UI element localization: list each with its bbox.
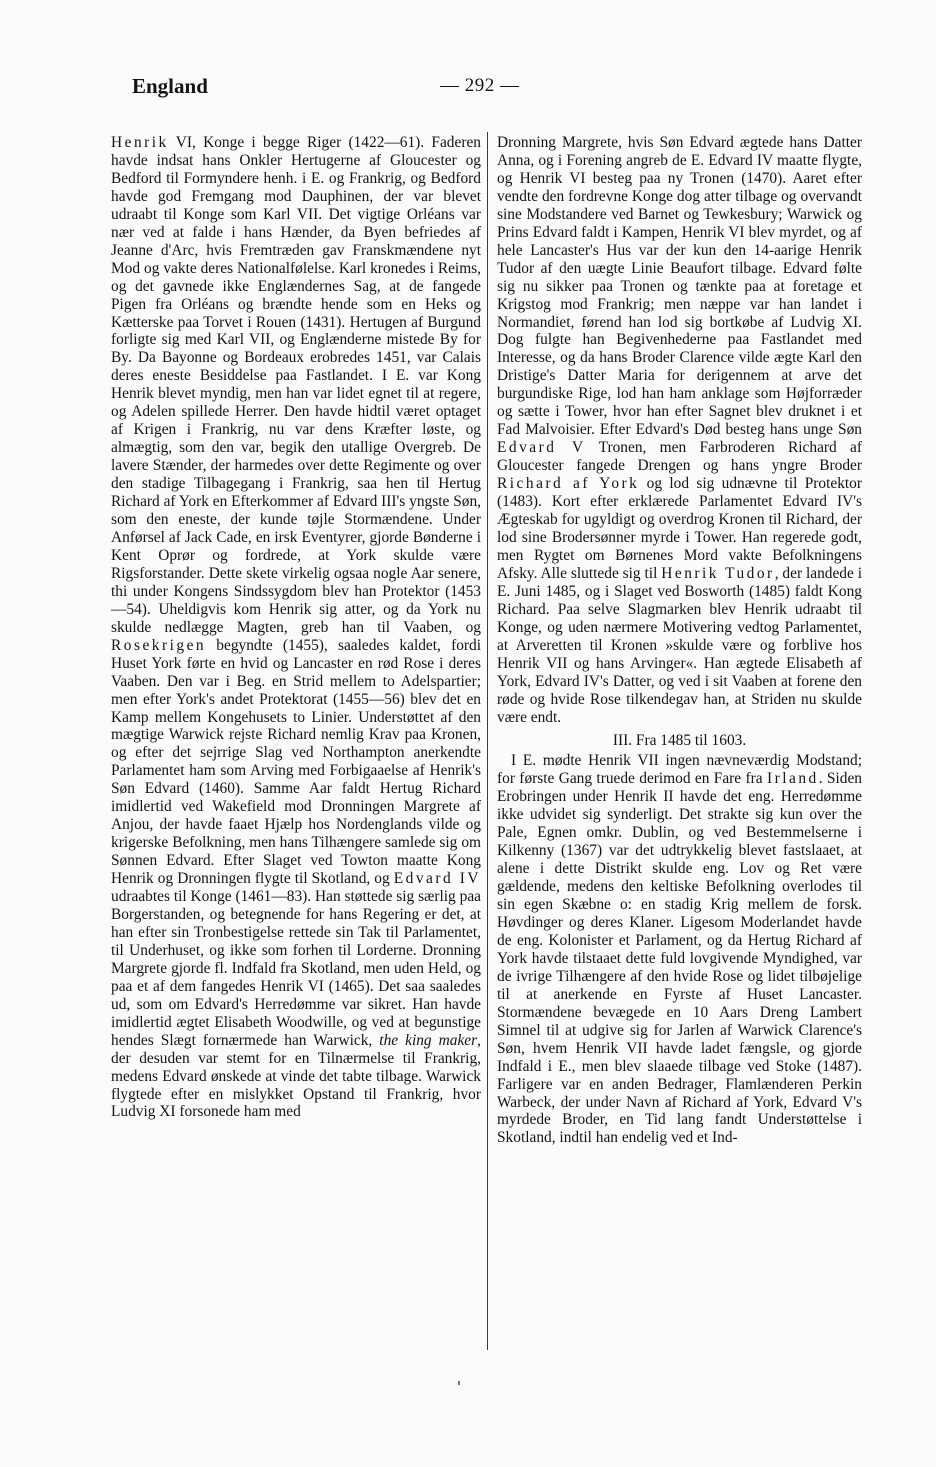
text-run: udraabtes til Konge (1461—83). Han støttede sig særlig paa Borgerstanden, og betegnende for hans Regering er det, at han efter sin Tronbestigelse rettede sin Tak til Parlamentet, til Underhuset, og ikke som forhen til Lorderne. Dronning Margrete gjorde fl. Indfald fra Skotland, men uden Held, og paa et af dem fangedes Henrik VI (1465). Det saa saaledes ud, som om Edvard's Herredømme var sikret. Han havde imidlertid ægtet Elisabeth Woodwille, og ved at begunstige hendes Slægt fornærmede han Warwick, xyxy=(111,888,481,1049)
text-run: , der landede i E. Juni 1485, og i Slaget ved Bosworth (1485) faldt Kong Richard. Paa selve Slagmarken blev Henrik udraabt til Konge, og uden nærmere Motivering vedtog Parlamentet, at Arveretten til Kronen »skulde være og forblive hos Henrik VII og hans Arvinger«. Han ægtede Elisabeth af York, Edvard IV's Datter, og ved i sit Vaaben at forene den røde og hvide Rose tilkendegav han, at Striden nu skulde være endt. xyxy=(497,564,862,726)
right-paragraph xyxy=(497,134,862,726)
page-number: — 292 — xyxy=(440,75,520,96)
spaced-term: Rosekrigen xyxy=(111,636,207,654)
text-run: Tronen, men Farbroderen Richard af Gloucester fangede Drengen og hans yngre Broder xyxy=(497,439,862,475)
spaced-name: Henrik xyxy=(111,134,169,151)
running-head xyxy=(132,74,832,104)
spaced-name: Edvard IV xyxy=(393,870,481,888)
column-divider xyxy=(487,132,488,1350)
print-speck xyxy=(458,1381,460,1385)
left-column xyxy=(111,134,481,1121)
spaced-name: Henrik Tudor xyxy=(661,564,775,582)
italic-phrase: the king maker xyxy=(379,1031,478,1049)
text-run: begyndte (1455), saaledes kaldet, fordi Huset York førte en hvid og Lancaster en rød Rose i deres Vaaben. Den var i Beg. en Strid mellem to Adelspartier; men efter York's andet Protektorat (1455—56) blev det en Kamp mellem Kongehusets to Linier. Understøttet af den mægtige Warwick rejste Richard nemlig Krav paa Kronen, og efter det sejrrige Slag ved Northampton anerkendte Parlamentet ham som Arving med Forbigaaelse af Henrik's Søn Edvard (1460). Samme Aar faldt Hertug Richard imidlertid ved Wakefield mod Dronningen Margrete af Anjou, der havde faaet Hjælp hos Nordenglands vilde og krigerske Befolkning, men hans Tilhængere samlede sig om Sønnen Edvard. Efter Slaget ved Towton maatte Kong Henrik og Dronningen flygte til Skotland, og xyxy=(111,636,481,888)
text-run: I E. mødte Henrik VII ingen nævneværdig Modstand; for første Gang truede derimod en Fare fra xyxy=(497,752,862,788)
right-paragraph xyxy=(497,752,862,1147)
section-heading: III. Fra 1485 til 1603. xyxy=(612,732,747,750)
spaced-name: Edvard V xyxy=(497,439,586,457)
right-column xyxy=(497,134,862,1147)
text-run: VI, Konge i begge Riger (1422—61). Faderen havde indsat hans Onkler Hertugerne af Gloucester og Bedford til Formyndere henh. i E. og Frankrig, og Bedford havde god Fremgang mod Dauphinen, der var blevet udraabt til Konge som Karl VII. Det vigtige Orléans var nær ved at falde i hans Hænder, da Byen befriedes af Jeanne d'Arc, hvis Fremtræden gav Franskmændene nyt Mod og vakte deres Nationalfølelse. Karl kronedes i Reims, og det gavnede ikke Englændernes Sag, at de fangede Pigen fra Orléans og brændte hende som en Heks og Kætterske paa Torvet i Rouen (1431). Hertugen af Burgund forligte sig med Karl VII, og Englænderne mistede By for By. Da Bayonne og Bordeaux erobredes 1451, var Calais deres eneste Besiddelse paa Fastlandet. I E. var Kong Henrik blevet myndig, men han var lidet egnet til at regere, og Adelen spillede Herrer. Den havde hidtil været optaget af Krigen i Frankrig, nu var dens Kræfter løste, og almægtig, som den var, begik den utallige Overgreb. De lavere Stænder, der harmedes over dette Regimente og over den stadige Tilbagegang i Frankrig, saa hen til Hertug Richard af York en Efterkommer af Edvard III's yngste Søn, som den eneste, der kunde tøjle Stormændene. Under Anførsel af Jack Cade, en irsk Eventyrer, gjorde Bønderne i Kent Oprør og fordrede, at York skulde være Rigsforstander. Dette skete virkelig ogsaa nogle Aar senere, thi under Kongens Sindssygdom blev han Protektor (1453—54). Uheldigvis kom Henrik sig atter, og da York nu skulde nedlægge Magten, greb han til Vaaben, og xyxy=(111,134,481,636)
page-section-title: England xyxy=(132,74,208,98)
spaced-name: Richard af York xyxy=(497,475,640,493)
text-run: Dronning Margrete, hvis Søn Edvard ægtede hans Datter Anna, og i Forening angreb de E. Edvard IV maatte flygte, og Henrik VI besteg paa ny Tronen (1470). Aaret efter vendte den fordrevne Konge dog atter tilbage og overvandt sine Modstandere ved Barnet og Tewkesbury; Warwick og Prins Edvard faldt i Kampen, Henrik VI blev myrdet, og af hele Lancaster's Hus var der kun den 14-aarige Henrik Tudor af den uægte Linie Beaufort tilbage. Edvard følte sig nu sikker paa Tronen og tænkte paa at foretage et Krigstog mod Frankrig; men næppe var han landet i Normandiet, førend han lod sig bortkøbe af Ludvig XI. Dog fulgte han Begivenhederne paa Fastlandet med Interesse, og da hans Broder Clarence vilde ægte Karl den Dristige's Datter Maria for derigennem at arve det burgundiske Rige, lod han ham anklage som Højforræder og sætte i Tower, hvor han efter Sagnet blev druknet i et Fad Malvoisier. Efter Edvard's Død besteg hans unge Søn xyxy=(497,134,862,439)
spaced-term: Irland xyxy=(766,770,819,788)
text-run: . Siden Erobringen under Henrik II havde det eng. Herredømme ikke udvidet sig synderligt. Det strakte sig kun over the Pale, Egnen omkr. Dublin, og ved Bestemmelserne i Kilkenny (1367) var det udtrykkelig blevet fastslaaet, at alene i dette Distrikt skulde eng. Lov og Ret være gældende, medens den keltiske Befolkning overlodes til sin egen Skæbne o: en stadig Krig mellem de forsk. Høvdinger og deres Klaner. Ligesom Moderlandet havde de eng. Kolonister et Parlament, og da Hertug Richard af York havde tilstaaet dette fuld lovgivende Myndighed, var de ivrige Tilhængere af den hvide Rose og lidet tilbøjelige til at anerkende en Fyrste af Huset Lancaster. Stormændene bevægede en 10 Aars Dreng Lambert Simnel til at udgive sig for Jarlen af Warwick Clarence's Søn, hvem Henrik VII havde ladet fængsle, og gjorde Indfald i E., men blev slaaede tilbage ved Stoke (1487). Farligere var en anden Bedrager, Flamlænderen Perkin Warbeck, der under Navn af Richard af York, Edvard V's myrdede Broder, en Tid lang fandt Understøttelse i Skotland, indtil han endelig ved et Ind- xyxy=(497,770,862,1147)
text-run: og lod sig udnævne til Protektor (1483). Kort efter erklærede Parlamentet Edvard IV's Ægteskab for ugyldigt og overdrog Kronen til Richard, der lod sine Brodersønner myrde i Tower. Han regerede godt, men Rygtet om Børnenes Mord vakte Befolkningens Afsky. Alle sluttede sig til xyxy=(497,475,862,582)
text-run: , der desuden var stemt for en Tilnærmelse til Frankrig, medens Edvard ønskede at vinde det tabte tilbage. Warwick flygtede efter en mislykket Opstand til Frankrig, hvor Ludvig XI forsonede ham med xyxy=(111,1031,481,1121)
left-paragraph xyxy=(111,134,481,1121)
